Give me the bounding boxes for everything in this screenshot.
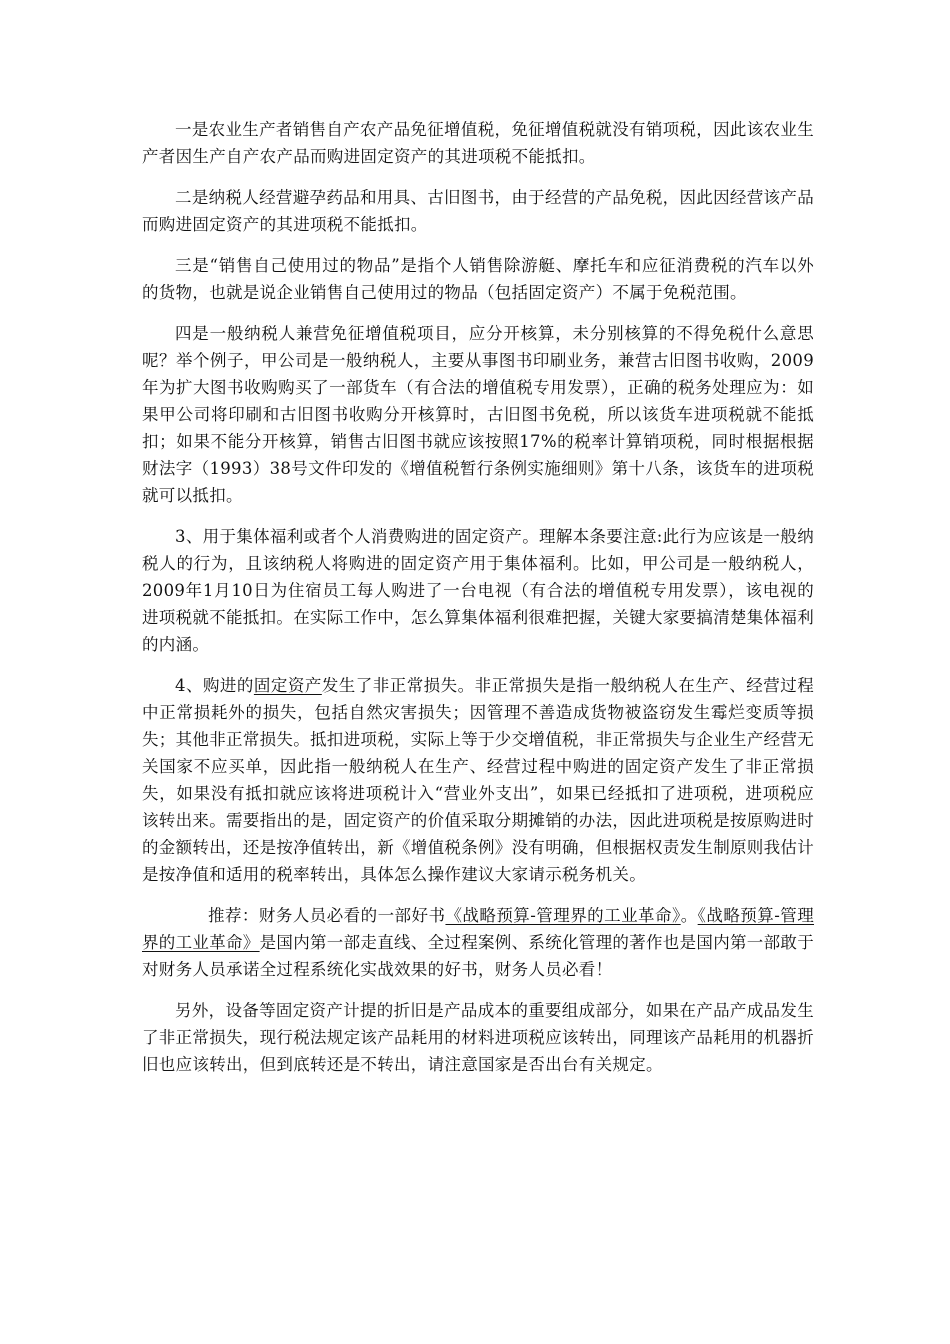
- paragraph-6-post: 发生了非正常损失。非正常损失是指一般纳税人在生产、经营过程中正常损耗外的损失，包括自然灾害损失；因管理不善造成货物被盗窃发生霉烂变质等损失；其他非正常损失。抵扣进项税，实际上等于少交增值税，非正常损失与企业生产经营无关国家不应买单，因此指一般纳税人在生产、经营过程中购进的固定资产发生了非正常损失，如果没有抵扣就应该将进项税计入“营业外支出”，如果已经抵扣了进项税，进项税应该转出来。需要指出的是，固定资产的价值采取分期摊销的办法，因此进项税是按原购进时的金额转出，还是按净值转出，新《增值税条例》没有明确，但根据权责发生制原则我估计是按净值和适用的税率转出，具体怎么操作建议大家请示税务机关。: [142, 676, 815, 884]
- paragraph-6-pre: 4、购进的: [175, 676, 254, 695]
- book-link-2[interactable]: 《战略预算-管理界的工业革命》: [142, 906, 815, 952]
- document-body: [142, 116, 814, 1092]
- book-link-1[interactable]: 《战略预算-管理界的工业革命》: [445, 906, 681, 925]
- paragraph-3: 三是“销售自己使用过的物品”是指个人销售除游艇、摩托车和应征消费税的汽车以外的货物，也就是说企业销售自己使用过的物品（包括固定资产）不属于免税范围。: [142, 256, 814, 302]
- fixed-assets-link[interactable]: 固定资产: [253, 676, 322, 695]
- recommendation-mid: 。: [680, 906, 698, 925]
- paragraph-1: 一是农业生产者销售自产农产品免征增值税，免征增值税就没有销项税，因此该农业生产者因生产自产农产品而购进固定资产的其进项税不能抵扣。: [142, 120, 814, 166]
- paragraph-6: [142, 672, 814, 888]
- paragraph-8: 另外，设备等固定资产计提的折旧是产品成本的重要组成部分，如果在产品产成品发生了非正常损失，现行税法规定该产品耗用的材料进项税应该转出，同理该产品耗用的机器折旧也应该转出，但到底转还是不转出，请注意国家是否出台有关规定。: [142, 1001, 814, 1074]
- paragraph-4: 四是一般纳税人兼营免征增值税项目，应分开核算，未分别核算的不得免税什么意思呢？举个例子，甲公司是一般纳税人，主要从事图书印刷业务，兼营古旧图书收购，2009年为扩大图书收购购买了一部货车（有合法的增值税专用发票），正确的税务处理应为：如果甲公司将印刷和古旧图书收购分开核算时，古旧图书免税，所以该货车进项税就不能抵扣；如果不能分开核算，销售古旧图书就应该按照17%的税率计算销项税，同时根据根据财法字（1993）38号文件印发的《增值税暂行条例实施细则》第十八条，该货车的进项税就可以抵扣。: [142, 324, 814, 505]
- paragraph-5: 3、用于集体福利或者个人消费购进的固定资产。理解本条要注意:此行为应该是一般纳税人的行为，且该纳税人将购进的固定资产用于集体福利。比如，甲公司是一般纳税人，2009年1月10日为住宿员工每人购进了一台电视（有合法的增值税专用发票），该电视的进项税就不能抵扣。在实际工作中，怎么算集体福利很难把握，关键大家要搞清楚集体福利的内涵。: [142, 527, 814, 654]
- recommendation-post: 是国内第一部走直线、全过程案例、系统化管理的著作也是国内第一部敢于对财务人员承诺全过程系统化实战效果的好书，财务人员必看！: [142, 933, 815, 979]
- recommendation-paragraph: [142, 902, 814, 983]
- recommendation-pre: 推荐：财务人员必看的一部好书: [208, 906, 446, 925]
- paragraph-2: 二是纳税人经营避孕药品和用具、古旧图书，由于经营的产品免税，因此因经营该产品而购进固定资产的其进项税不能抵扣。: [142, 188, 814, 234]
